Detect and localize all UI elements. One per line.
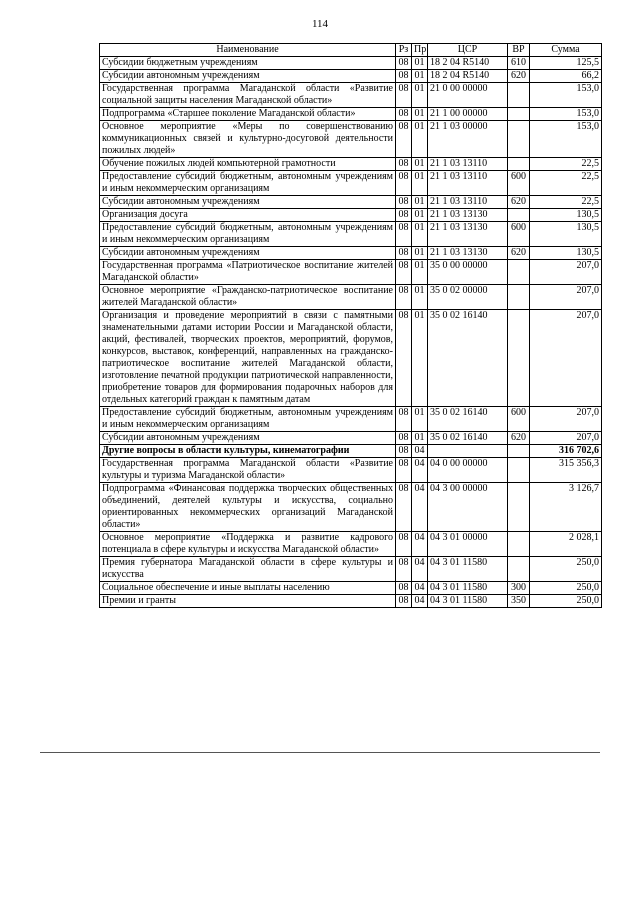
- row-name: Государственная программа Магаданской области «Развитие социальной защиты населения Магаданской области»: [100, 83, 396, 108]
- row-name: Обучение пожилых людей компьютерной грамотности: [100, 158, 396, 171]
- row-rz: 08: [396, 260, 412, 285]
- row-csr: 21 1 03 13130: [428, 222, 508, 247]
- row-rz: 08: [396, 57, 412, 70]
- row-sum: 130,5: [530, 247, 602, 260]
- row-sum: 153,0: [530, 121, 602, 158]
- row-name: Премия губернатора Магаданской области в сфере культуры и искусства: [100, 557, 396, 582]
- row-csr: 18 2 04 R5140: [428, 57, 508, 70]
- row-name: Организация досуга: [100, 209, 396, 222]
- row-sum: 250,0: [530, 557, 602, 582]
- row-name: Подпрограмма «Старшее поколение Магаданской области»: [100, 108, 396, 121]
- row-sum: 315 356,3: [530, 458, 602, 483]
- row-vr: 610: [508, 57, 530, 70]
- table-row: [100, 285, 602, 310]
- row-pr: 01: [412, 171, 428, 196]
- row-vr: [508, 445, 530, 458]
- row-vr: 620: [508, 196, 530, 209]
- row-name: Социальное обеспечение и иные выплаты населению: [100, 582, 396, 595]
- row-name: Другие вопросы в области культуры, кинематографии: [100, 445, 396, 458]
- row-sum: 153,0: [530, 83, 602, 108]
- row-pr: 01: [412, 260, 428, 285]
- row-vr: 350: [508, 595, 530, 608]
- row-sum: 125,5: [530, 57, 602, 70]
- row-csr: 04 3 01 11580: [428, 595, 508, 608]
- footer-divider: [40, 752, 600, 753]
- row-sum: 2 028,1: [530, 532, 602, 557]
- table-row: [100, 557, 602, 582]
- row-rz: 08: [396, 582, 412, 595]
- row-csr: 21 1 03 00000: [428, 121, 508, 158]
- row-rz: 08: [396, 121, 412, 158]
- table-row: [100, 70, 602, 83]
- row-csr: 35 0 02 16140: [428, 432, 508, 445]
- table-row: [100, 196, 602, 209]
- row-csr: 35 0 02 00000: [428, 285, 508, 310]
- row-rz: 08: [396, 595, 412, 608]
- row-rz: 08: [396, 196, 412, 209]
- row-rz: 08: [396, 171, 412, 196]
- row-pr: 04: [412, 595, 428, 608]
- row-pr: 01: [412, 108, 428, 121]
- row-name: Субсидии автономным учреждениям: [100, 432, 396, 445]
- row-sum: 207,0: [530, 285, 602, 310]
- row-pr: 01: [412, 432, 428, 445]
- row-sum: 207,0: [530, 407, 602, 432]
- budget-table: [99, 43, 602, 608]
- row-vr: [508, 483, 530, 532]
- row-name: Субсидии автономным учреждениям: [100, 70, 396, 83]
- row-sum: 207,0: [530, 260, 602, 285]
- table-body: [100, 57, 602, 608]
- table-row: [100, 532, 602, 557]
- row-rz: 08: [396, 209, 412, 222]
- row-name: Основное мероприятие «Поддержка и развитие кадрового потенциала в сфере культуры и искусства Магаданской области»: [100, 532, 396, 557]
- row-vr: [508, 121, 530, 158]
- row-name: Подпрограмма «Финансовая поддержка творческих общественных объединений, деятелей культуры и искусства, социально ориентированных некоммерческих организаций Магаданской области»: [100, 483, 396, 532]
- table-header-row: [100, 44, 602, 57]
- row-sum: 250,0: [530, 595, 602, 608]
- row-name: Предоставление субсидий бюджетным, автономным учреждениям и иным некоммерческим организациям: [100, 407, 396, 432]
- header-pr: Пр: [412, 44, 428, 57]
- row-csr: 21 1 03 13110: [428, 196, 508, 209]
- row-rz: 08: [396, 557, 412, 582]
- row-vr: 600: [508, 407, 530, 432]
- row-csr: 04 0 00 00000: [428, 458, 508, 483]
- row-sum: 130,5: [530, 209, 602, 222]
- row-csr: 04 3 00 00000: [428, 483, 508, 532]
- row-vr: 620: [508, 432, 530, 445]
- row-vr: 600: [508, 222, 530, 247]
- row-csr: 35 0 00 00000: [428, 260, 508, 285]
- row-name: Государственная программа «Патриотическое воспитание жителей Магаданской области»: [100, 260, 396, 285]
- row-vr: 300: [508, 582, 530, 595]
- row-rz: 08: [396, 285, 412, 310]
- table-row: [100, 483, 602, 532]
- table-row: [100, 432, 602, 445]
- table-row: [100, 108, 602, 121]
- row-rz: 08: [396, 83, 412, 108]
- row-rz: 08: [396, 70, 412, 83]
- row-name: Субсидии автономным учреждениям: [100, 196, 396, 209]
- row-csr: 21 1 03 13130: [428, 247, 508, 260]
- row-pr: 01: [412, 70, 428, 83]
- row-vr: [508, 260, 530, 285]
- table-row: [100, 310, 602, 407]
- row-pr: 01: [412, 407, 428, 432]
- row-name: Предоставление субсидий бюджетным, автономным учреждениям и иным некоммерческим организациям: [100, 222, 396, 247]
- row-rz: 08: [396, 158, 412, 171]
- row-rz: 08: [396, 532, 412, 557]
- table-row: [100, 247, 602, 260]
- row-pr: 01: [412, 285, 428, 310]
- row-name: Предоставление субсидий бюджетным, автономным учреждениям и иным некоммерческим организациям: [100, 171, 396, 196]
- row-vr: 620: [508, 70, 530, 83]
- row-sum: 22,5: [530, 158, 602, 171]
- row-rz: 08: [396, 108, 412, 121]
- row-pr: 01: [412, 209, 428, 222]
- row-pr: 01: [412, 57, 428, 70]
- row-sum: 207,0: [530, 310, 602, 407]
- row-csr: 04 3 01 00000: [428, 532, 508, 557]
- table-row: [100, 222, 602, 247]
- row-name: Премии и гранты: [100, 595, 396, 608]
- header-sum: Сумма: [530, 44, 602, 57]
- row-csr: [428, 445, 508, 458]
- row-pr: 01: [412, 158, 428, 171]
- row-csr: 04 3 01 11580: [428, 582, 508, 595]
- row-vr: 620: [508, 247, 530, 260]
- row-rz: 08: [396, 247, 412, 260]
- page-number: 114: [311, 18, 329, 30]
- row-pr: 04: [412, 483, 428, 532]
- row-vr: [508, 108, 530, 121]
- row-rz: 08: [396, 222, 412, 247]
- row-pr: 01: [412, 83, 428, 108]
- row-sum: 153,0: [530, 108, 602, 121]
- row-pr: 01: [412, 196, 428, 209]
- row-sum: 22,5: [530, 171, 602, 196]
- row-sum: 22,5: [530, 196, 602, 209]
- row-pr: 01: [412, 121, 428, 158]
- row-name: Основное мероприятие «Меры по совершенствованию коммуникационных связей и культурно-досуговой деятельности пожилых людей»: [100, 121, 396, 158]
- row-vr: [508, 285, 530, 310]
- row-sum: 316 702,6: [530, 445, 602, 458]
- row-sum: 66,2: [530, 70, 602, 83]
- table-row: [100, 57, 602, 70]
- table-row: [100, 407, 602, 432]
- table-row: [100, 445, 602, 458]
- row-csr: 21 1 03 13110: [428, 171, 508, 196]
- row-vr: [508, 209, 530, 222]
- row-pr: 04: [412, 445, 428, 458]
- row-rz: 08: [396, 432, 412, 445]
- row-pr: 04: [412, 557, 428, 582]
- table-row: [100, 595, 602, 608]
- row-csr: 35 0 02 16140: [428, 407, 508, 432]
- row-vr: [508, 532, 530, 557]
- row-csr: 35 0 02 16140: [428, 310, 508, 407]
- row-csr: 04 3 01 11580: [428, 557, 508, 582]
- row-vr: [508, 83, 530, 108]
- row-rz: 08: [396, 483, 412, 532]
- row-name: Субсидии автономным учреждениям: [100, 247, 396, 260]
- table-row: [100, 121, 602, 158]
- row-rz: 08: [396, 310, 412, 407]
- row-pr: 01: [412, 247, 428, 260]
- row-name: Основное мероприятие «Гражданско-патриотическое воспитание жителей Магаданской области»: [100, 285, 396, 310]
- row-sum: 130,5: [530, 222, 602, 247]
- header-name: Наименование: [100, 44, 396, 57]
- row-name: Государственная программа Магаданской области «Развитие культуры и туризма Магаданской области»: [100, 458, 396, 483]
- row-vr: 600: [508, 171, 530, 196]
- row-vr: [508, 557, 530, 582]
- table-row: [100, 171, 602, 196]
- table-row: [100, 158, 602, 171]
- row-csr: 21 1 00 00000: [428, 108, 508, 121]
- row-rz: 08: [396, 445, 412, 458]
- table-row: [100, 582, 602, 595]
- row-vr: [508, 158, 530, 171]
- row-vr: [508, 310, 530, 407]
- table-row: [100, 260, 602, 285]
- row-csr: 21 1 03 13110: [428, 158, 508, 171]
- table-row: [100, 458, 602, 483]
- row-name: Организация и проведение мероприятий в связи с памятными знаменательными датами истории России и Магаданской области, акций, фестивалей, творческих проектов, мероприятий, форумов, конкурсов, выставок, конференций, направленных на гражданско-патриотическое воспитание жителей Магаданской области, изготовление печатной продукции патриотической направленности, приобретение товаров для формирования подарочных наборов для отдельных категорий граждан к памятным датам: [100, 310, 396, 407]
- row-pr: 01: [412, 222, 428, 247]
- row-pr: 04: [412, 582, 428, 595]
- row-rz: 08: [396, 407, 412, 432]
- row-csr: 21 1 03 13130: [428, 209, 508, 222]
- row-pr: 01: [412, 310, 428, 407]
- header-rz: Рз: [396, 44, 412, 57]
- header-vr: ВР: [508, 44, 530, 57]
- row-pr: 04: [412, 532, 428, 557]
- row-csr: 21 0 00 00000: [428, 83, 508, 108]
- row-pr: 04: [412, 458, 428, 483]
- header-csr: ЦСР: [428, 44, 508, 57]
- table-row: [100, 209, 602, 222]
- row-sum: 207,0: [530, 432, 602, 445]
- table-row: [100, 83, 602, 108]
- row-name: Субсидии бюджетным учреждениям: [100, 57, 396, 70]
- row-sum: 3 126,7: [530, 483, 602, 532]
- row-rz: 08: [396, 458, 412, 483]
- row-csr: 18 2 04 R5140: [428, 70, 508, 83]
- row-vr: [508, 458, 530, 483]
- row-sum: 250,0: [530, 582, 602, 595]
